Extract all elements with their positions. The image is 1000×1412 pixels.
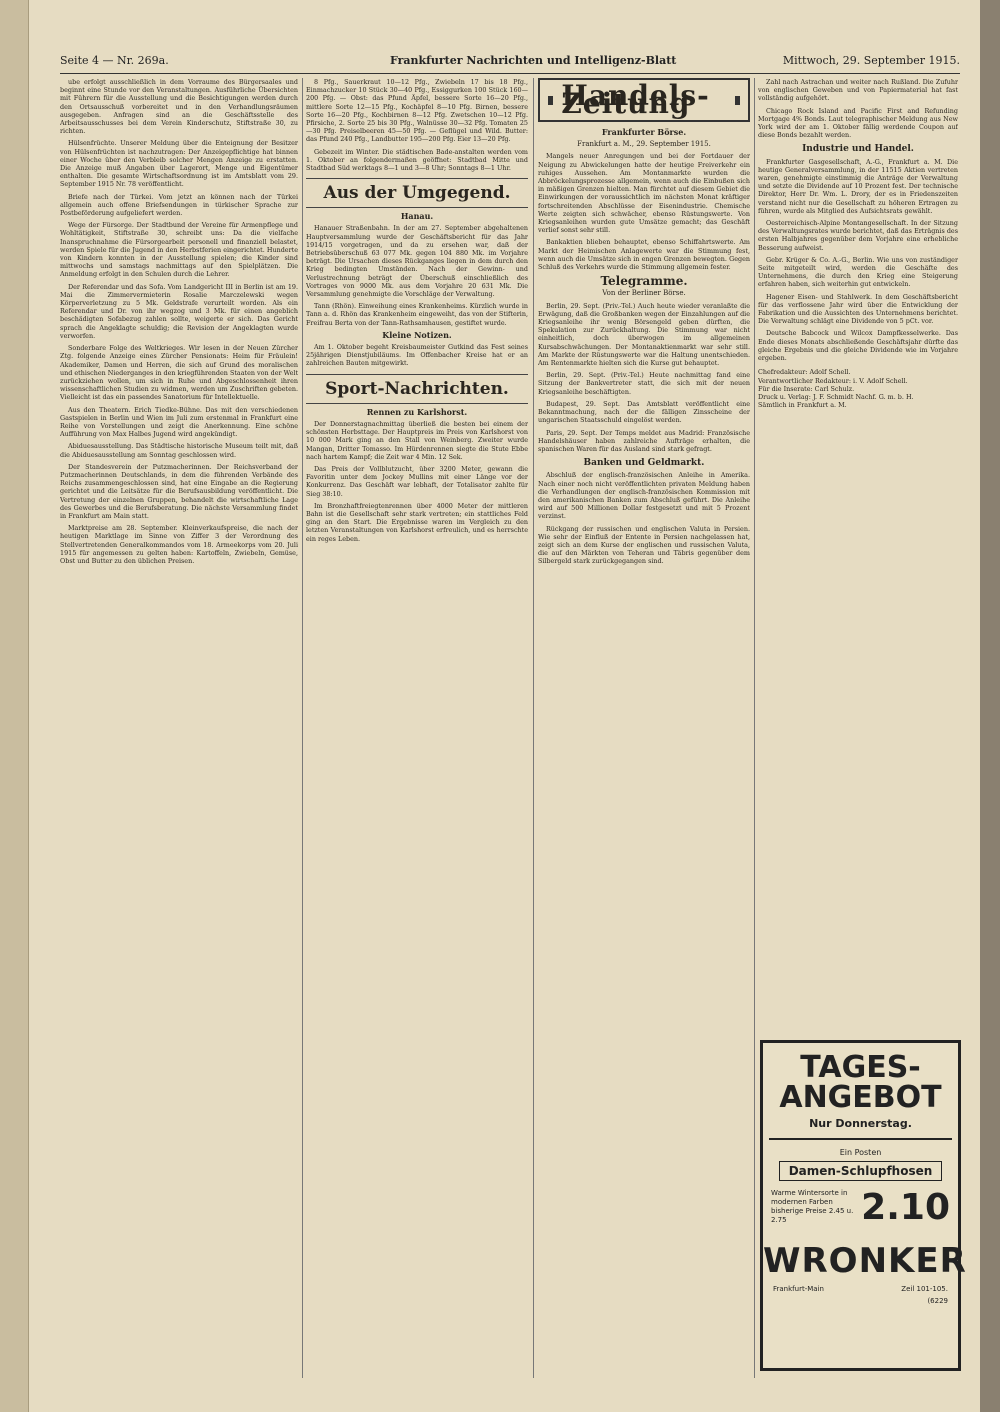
column-divider xyxy=(754,78,755,1378)
subheading-hanau: Hanau. xyxy=(400,211,434,222)
article-paragraph: Hanauer Straßenbahn. In der am 27. September abgehaltenen Hauptversammlung wurde der Geschäftsbericht für das Jahr 1914/15 vorgetragen, und da zu ersehen war, daß der Betriebsüberschuß 63 077 Mk. gegen 104 880 Mk. im Vorjahre beträgt. Die Ursachen dieses Rückganges liegen in dem durch den Krieg bedingten Umständen. Nach der Gewinn- und Verlustrechnung beträgt der Überschuß einschließlich des Vortrages von 9000 Mk. aus dem Vorjahre 20 631 Mk. Die Versammlung genehmigte die Vorschläge der Verwaltung. xyxy=(306,224,528,299)
article-paragraph: Abiduesausstellung. Das Städtische historische Museum teilt mit, daß die Abiduesausstellung am Sonntag geschlossen wird. xyxy=(60,442,298,459)
article-paragraph: Zahl nach Astrachan und weiter nach Rußland. Die Zufuhr von englischen Geweben und von Papiermaterial hat fast vollständig aufgehört. xyxy=(758,78,958,103)
column-regional-sport xyxy=(306,78,528,1378)
column-industry xyxy=(758,78,958,838)
article-paragraph: Oesterreichisch-Alpine Montangesellschaft. In der Sitzung des Verwaltungsrates wurde berichtet, daß das Erträgnis des ersten Halbjahres gegenüber dem Vorjahre eine erhebliche Besserung aufweist. xyxy=(758,219,958,252)
article-paragraph: Hülsenfrüchte. Unserer Meldung über die Enteignung der Besitzer von Hülsenfrüchten ist nachzutragen: Der Anzeigepflichtige hat binnen einer Woche über den Verbleib solcher Mengen Anzeige zu erstatten. Die Anzeige muß Angaben über Lagerort, Menge und Eigentümer enthalten. Die gesamte Wirtschaftsordnung ist im Amtsblatt vom 29. September 1915 Nr. 78 veröffentlicht. xyxy=(60,139,298,189)
section-title-sport: Sport-Nachrichten. xyxy=(306,374,528,404)
subheading-banken: Banken und Geldmarkt. xyxy=(583,458,705,469)
advertisement-wronker xyxy=(760,1040,967,1371)
section-title-umgegend: Aus der Umgegend. xyxy=(306,178,528,208)
article-paragraph: Gebezeit im Winter. Die städtischen Bade-anstalten werden vom 1. Oktober an folgendermaßen geöffnet: Stadtbad Mitte und Stadtbad Süd werktags 8—1 und 3—8 Uhr; Sonntags 8—1 Uhr. xyxy=(306,147,528,173)
article-paragraph: Chicago Rock Island and Pacific First and Refunding Mortgage 4% Bonds. Laut telegraphischer Meldung aus New York wird der am 1. Oktober fällig werdende Coupon auf diese Bonds bezahlt werden. xyxy=(758,106,958,140)
article-paragraph: Paris, 29. Sept. Der Temps meldet aus Madrid: Französische Handelshäuser haben zahlreiche Aufträge erhalten, die spanischen Waren für das Ausland sind stark gefragt. xyxy=(538,428,750,453)
ad-footer xyxy=(773,1285,948,1293)
column-trade xyxy=(538,78,750,1378)
article-paragraph: Tann (Rhön). Einweihung eines Krankenheims. Kürzlich wurde in Tann a. d. Rhön das Krankenheim eingeweiht, das von der Stifterin, Freifrau Berta von der Tann-Rathsamhausen, gestiftet wurde. xyxy=(306,302,528,327)
article-paragraph: Der Donnerstagnachmittag überließ die besten bei einem der schönsten Herbsttage. Der Hauptpreis im Preis von Karlshorst von 10 000 Mark ging an den Stall von Weinberg. Zweiter wurde Mangan, Dritter Tomasso. Im Hürdenrennen siegte die Stute Ebbe nach hartem Kampf; die Zeit war 4 Min. 12 Sek. xyxy=(306,419,528,461)
ad-city: Frankfurt-Main xyxy=(773,1285,824,1293)
article-paragraph: Mangels neuer Anregungen und bei der Fortdauer der Neigung zu Abwickelungen hatte der heutige Freiverkehr ein ruhiges Aussehen. Am Montanmarkte wurden die Abbröckelungsprozesse allgemein, wenn auch die Einbußen sich in mäßigen Grenzen hielten. Man fürchtet auf diesem Gebiet die Einwirkungen der voraussichtlich im nächsten Monat kräftiger fortschreitenden Abschlüsse der Eisenindustrie. Chemische Werte zeigten sich schwächer, ebenso Rüstungswerte. Von Kriegsanleihen wurden gute Umsätze gemacht; das Geschäft verlief sonst sehr still. xyxy=(538,152,750,235)
page-header xyxy=(60,54,960,72)
header-rule xyxy=(60,73,960,74)
telegramme-source: Von der Berliner Börse. xyxy=(602,289,686,298)
ad-address: Zeil 101-105. xyxy=(901,1285,948,1293)
imprint-line: Verantwortlicher Redakteur: i. V. Adolf Schell. xyxy=(758,376,908,385)
article-paragraph: Frankfurter Gasgesellschaft, A.-G., Frankfurt a. M. Die heutige Generalversammlung, in der 11515 Aktien vertreten waren, genehmigte einstimmig die Anträge der Verwaltung und setzte die Dividende auf 10 Prozent fest. Der technische Direktor, Herr Dr. Wm. L. Drory, der es in Friedenszeiten verstand nicht nur die Gesellschaft zu höheren Ertragen zu führen, wurde als Mitglied des Aufsichtsrats gewählt. xyxy=(758,157,958,215)
ad-description: Warme Wintersorte in modernen Farben bisherige Preise 2.45 u. 2.75 xyxy=(771,1189,854,1224)
banner-title: Handels-Zeitung xyxy=(561,78,710,120)
article-paragraph: Berlin, 29. Sept. (Priv.-Tel.) Auch heute wieder veranlaßte die Erwägung, daß die Großbanken wegen der Einzahlungen auf die Kriegsanleihe ihr wenig Börsengeld geben dürften, die Spekulation zur Zurückhaltung. Die Stimmung war nicht einheitlich, doch überwogen im allgemeinen Kursabschwächungen. Der Montanaktienmarkt war sehr still. Am Markte der Rüstungswerte war die Haltung unentschieden. Am Rentenmarkte hielten sich die Kurse gut behauptet. xyxy=(538,301,750,368)
column-divider xyxy=(533,78,534,1378)
column-divider xyxy=(302,78,303,1378)
handels-zeitung-banner xyxy=(538,78,750,122)
imprint-line: Für die Inserate: Carl Schulz. xyxy=(758,384,855,393)
issue-date: Mittwoch, 29. September 1915. xyxy=(782,54,960,67)
subheading-telegramme: Telegramme. xyxy=(600,274,688,289)
imprint xyxy=(758,368,958,409)
ad-price: 2.10 xyxy=(861,1187,950,1228)
article-paragraph: 8 Pfg., Sauerkraut 10—12 Pfg., Zwiebeln 17 bis 18 Pfg., Einmachzucker 10 Stück 30—40 Pfg., Essiggurken 100 Stück 160—200 Pfg. — Obst: das Pfund Äpfel, bessere Sorte 16—20 Pfg., mittlere Sorte 12—15 Pfg., Kochäpfel 8—10 Pfg. Birnen, bessere Sorte 16—20 Pfg., Kochbirnen 8—12 Pfg. Zwetschen 10—12 Pfg. Pfirsiche, 2. Sorte 25 bis 30 Pfg., Walnüsse 30—32 Pfg. Tomaten 25—30 Pfg. Preiselbeeren 45—50 Pfg. — Geflügel und Wild. Butter: das Pfund 240 Pfg., Landbutter 195—200 Pfg. Eier 13—20 Pfg. xyxy=(306,78,528,144)
ad-product: Damen-Schlupfhosen xyxy=(779,1161,942,1181)
ad-subtitle: Nur Donnerstag. xyxy=(809,1117,912,1130)
ornament-square-icon xyxy=(735,96,740,105)
article-paragraph: Abschluß der englisch-französischen Anleihe in Amerika. Nach einer noch nicht veröffentlichten privaten Meldung haben die Verhandlungen der englisch-französischen Kommission mit den amerikanischen Banken zum Abschluß geführt. Die Anleihe wird auf 500 Millionen Dollar festgesetzt und mit 5 Prozent verzinst. xyxy=(538,471,750,521)
subheading-rennen: Rennen zu Karlshorst. xyxy=(366,406,468,417)
article-paragraph: Budapest, 29. Sept. Das Amtsblatt veröffentlicht eine Bekanntmachung, nach der die fälligen Zinsscheine der ungarischen Staatsschuld eingelöst werden. xyxy=(538,399,750,425)
ad-offer-row xyxy=(763,1185,958,1241)
ad-title: TAGES-ANGEBOT xyxy=(779,1050,942,1115)
subheading-industrie: Industrie und Handel. xyxy=(802,144,914,155)
article-paragraph: Hagener Eisen- und Stahlwerk. In dem Geschäftsbericht für das verflossene Jahr wird über die Entwicklung der Fabrikation und die Aussichten des Unternehmens berichtet. Die Verwaltung schlägt eine Dividende von 5 pCt. vor. xyxy=(758,292,958,326)
imprint-line: Druck u. Verlag: J. F. Schmidt Nachf. G. m. b. H. xyxy=(758,392,914,401)
article-paragraph: Deutsche Babcock und Wilcox Dampfkesselwerke. Das Ende dieses Monats abschließende Geschäftsjahr dürfte das gleiche Ergebnis und die gleiche Dividende wie im Vorjahre ergeben. xyxy=(758,329,958,363)
article-paragraph: Der Referendar und das Sofa. Vom Landgericht III in Berlin ist am 19. Mai die Zimmervermieterin Rosalie Marczelewski wegen Körperverletzung zu 5 Mk. Geldstrafe verurteilt worden. Als ein Referendar und Dr. von ihr wegzog und 3 Mk. für einen angeblich beschädigten Sofabezug zahlen sollte, weigerte er sich. Das Gericht sprach die Angeklagte schuldig; die Revision der Angeklagten wurde verworfen. xyxy=(60,282,298,340)
article-paragraph: Marktpreise am 28. September. Kleinverkaufspreise, die nach der heutigen Marktlage im Sinne von Ziffer 3 der Verordnung des Stellvertretenden Generalkommandos vom 18. Armeekorps vom 20. Juli 1915 für angemessen zu gelten haben: Kartoffeln, Zwiebeln, Gemüse, Obst und Butter zu den üblichen Preisen. xyxy=(60,524,298,565)
page-binding-right xyxy=(980,0,1000,1412)
article-paragraph: Rückgang der russischen und englischen Valuta in Persien. Wie sehr der Einfluß der Entente in Persien nachgelassen hat, zeigt sich an dem Kurse der englischen und russischen Valuta, die auf den Märkten von Teheran und Täbris gegenüber dem Silbergeld stark zurückgegangen sind. xyxy=(538,524,750,566)
page-binding-left xyxy=(0,0,29,1412)
article-paragraph: Sonderbare Folge des Weltkrieges. Wir lesen in der Neuen Zürcher Ztg. folgende Anzeige eines Zürcher Pensionats: Heim für Fräulein! Akademiker, Damen und Herren, die sich auf Grund des moralischen und ethischen Niederganges in den kriegführenden Staaten von der Welt zurückziehen wollen, um sich in Ruhe und Abgeschlossenheit ihren wissenschaftlichen Studien zu widmen, werden um Zuschriften gebeten. Vielleicht ist das ein passendes Sanatorium für Intellektuelle. xyxy=(60,344,298,402)
article-paragraph: Wege der Fürsorge. Der Stadtbund der Vereine für Armenpflege und Wohltätigkeit, Stiftstraße 30, schreibt uns: Da die vielfache Inanspruchnahme die Fürsorgearbeit personell und finanziell belastet, werden Spiele für die Jugend in den Herbstferien eingerichtet. Hunderte von Kindern konnten in der Ausstellung spielen; die Kinder sind mittwochs und samstags nachmittags auf den Spielplätzen. Die Anmeldung erfolgt in den Schulen durch die Lehrer. xyxy=(60,221,298,279)
article-paragraph: Berlin, 29. Sept. (Priv.-Tel.) Heute nachmittag fand eine Sitzung der Bankvertreter statt, die sich mit der neuen Kriegsanleihe beschäftigten. xyxy=(538,371,750,396)
article-paragraph: Gebr. Krüger & Co. A.-G., Berlin. Wie uns von zuständiger Seite mitgeteilt wird, werden die Geschäfte des Unternehmens, die durch den Krieg eine Steigerung erfahren haben, sich weiterhin gut entwickeln. xyxy=(758,255,958,289)
article-paragraph: Am 1. Oktober begeht Kreisbaumeister Gutkind das Fest seines 25jährigen Dienstjubiläums. Im Offenbacher Kreise hat er an zahlreichen Bauten mitgewirkt. xyxy=(306,343,528,368)
ad-brand: WRONKER xyxy=(763,1241,967,1281)
article-paragraph: Briefe nach der Türkei. Vom jetzt an können nach der Türkei allgemein auch offene Briefsendungen in türkischer Sprache zur Postbeförderung aufgeliefert werden. xyxy=(60,192,298,218)
ad-code-row xyxy=(773,1297,948,1305)
article-paragraph: Im Bronzhaftfreiegtenrennen über 4000 Meter der mittleren Bahn ist die Gesellschaft sehr stark vertreten; ein stattliches Feld ging an den Start. Die Ergebnisse waren im Vergleich zu den letzten Veranstaltungen von Karlshorst erfreulich, und es herrschte ein reges Leben. xyxy=(306,501,528,543)
ad-line: Ein Posten xyxy=(839,1148,882,1157)
page-number: Seite 4 — Nr. 269a. xyxy=(60,54,169,67)
ad-divider xyxy=(769,1138,952,1140)
ornament-square-icon xyxy=(548,96,553,105)
article-paragraph: ube erfolgt ausschließlich in dem Vorraume des Bürgersaales und beginnt eine Stunde vor den Veranstaltungen. Ausführliche Übersichten mit Führern für die Ausstellung und die Besichtigungen werden durch den Ortsausschuß vorbereitet und in den Verhandlungsräumen ausgegeben. Anfragen sind an die Geschäftsstelle des Arbeitsausschusses bei dem Verein Kinderschutz, Stiftstraße 30, zu richten. xyxy=(60,78,298,136)
article-paragraph: Bankaktien blieben behauptet, ebenso Schiffahrtswerte. Am Markt der Heimischen Anlagewerte war die Stimmung fest, wenn auch die Umsätze sich in engen Grenzen bewegten. Gegen Schluß des Verkehrs wurde die Stimmung allgemein fester. xyxy=(538,238,750,272)
imprint-line: Chefredakteur: Adolf Schell. xyxy=(758,368,851,377)
article-paragraph: Das Preis der Vollblutzucht, über 3200 Meter, gewann die Favoritin unter dem Jockey Mullins mit einer Länge vor der Konkurrenz. Das Geschäft war lebhaft, der Totalisator zahlte für Sieg 38:10. xyxy=(306,464,528,498)
ad-code: (6229 xyxy=(927,1297,948,1305)
article-paragraph: Der Standesverein der Putzmacherinnen. Der Reichsverband der Putzmacherinnen Deutschlands, in dem die führenden Verbände des Reichs zusammengeschlossen sind, hat eine Eingabe an die Regierung gerichtet und die Leitsätze für die Berufsausbildung veröffentlicht. Die Vertretung der einzelnen Gruppen, behandelt die wirtschaftliche Lage des Gewerbes und die Berufsberatung. Die nächste Versammlung findet in Frankfurt am Main statt. xyxy=(60,462,298,520)
imprint-line: Sämtlich in Frankfurt a. M. xyxy=(758,401,847,410)
subheading-notizen: Kleine Notizen. xyxy=(382,329,452,340)
subheading-boerse: Frankfurter Börse. xyxy=(601,127,687,137)
newspaper-title: Frankfurter Nachrichten und Intelligenz-Blatt xyxy=(390,54,677,67)
column-local-news xyxy=(60,78,298,1378)
article-paragraph: Aus den Theatern. Erich Tiedke-Bühne. Das mit den verschiedenen Gastspielen in Berlin und Wien im Juli zum erstenmal in Frankfurt eine Reihe von Vorstellungen und zeigt die Anerkennung. Eine schöne Aufführung von Max Halbes Jugend wird angekündigt. xyxy=(60,405,298,439)
dateline: Frankfurt a. M., 29. September 1915. xyxy=(577,140,711,149)
